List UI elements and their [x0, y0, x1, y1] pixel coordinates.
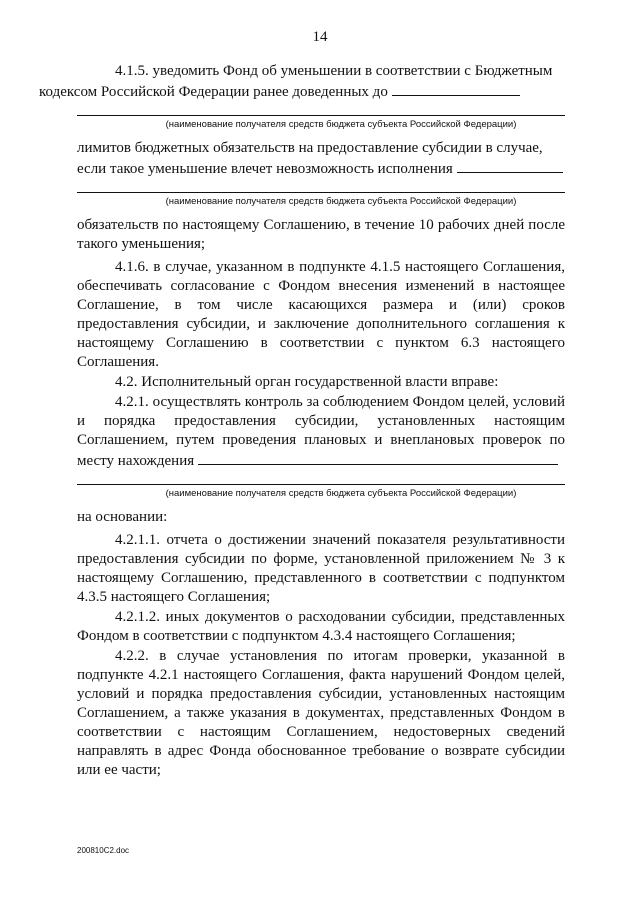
paragraph-basis: на основании: — [77, 509, 168, 525]
paragraph-4-1-6: 4.1.6. в случае, указанном в подпункте 4.1.5 настоящего Соглашения, обеспечивать согласование с Фондом внесения изменений в настоящее Соглашение, в том числе касающихся размера и (или) сроков предоставления субсидии, и заключение дополнительного соглашения к настоящему Соглашению в соответствии с пунктом 6.3 настоящего Соглашения. — [77, 259, 565, 370]
recipient-caption-3: (наименование получателя средств бюджета субъекта Российской Федерации) — [165, 488, 517, 499]
paragraph-4-2-1-1: 4.2.1.1. отчета о достижении значений показателя результативности предоставления субсидии по форме, установленной приложением № 3 к настоящему Соглашению, представленного в соответствии с подпунктом 4.3.5 настоящего Соглашения; — [77, 532, 565, 605]
paragraph-4-2-1 — [77, 393, 565, 471]
paragraph-4-1-5-line1: 4.1.5. уведомить Фонд об уменьшении в соответствии с Бюджетным — [115, 63, 553, 79]
paragraph-4-2-1-last: месту нахождения — [77, 453, 195, 469]
recipient-caption-1: (наименование получателя средств бюджета субъекта Российской Федерации) — [165, 119, 517, 130]
paragraph-4-2-2: 4.2.2. в случае установления по итогам проверки, указанной в подпункте 4.2.1 настоящего Соглашения, факта нарушений Фондом целей, условий и порядка предоставления субсидии, установленных настоящим Соглашением, а также указания в документах, представленных Фондом в соответствии с настоящим Соглашением, недостоверных сведений направлять в адрес Фонда обоснованное требование о возврате субсидии или ее части; — [77, 648, 565, 778]
paragraph-obligations: обязательств по настоящему Соглашению, в течение 10 рабочих дней после такого уменьшения; — [77, 217, 565, 252]
paragraph-limits-line1: лимитов бюджетных обязательств на предоставление субсидии в случае, — [77, 140, 543, 156]
blank-full-line — [77, 484, 565, 485]
document-body — [39, 62, 565, 781]
paragraph-4-2-1-2: 4.2.1.2. иных документов о расходовании субсидии, представленных Фондом в соответствии с подпунктом 4.3.4 настоящего Соглашения; — [77, 609, 565, 644]
page-number: 14 — [312, 29, 328, 45]
paragraph-limits — [77, 139, 565, 179]
blank-line — [198, 450, 558, 465]
blank-line — [457, 158, 563, 173]
paragraph-limits-line2: если такое уменьшение влечет невозможность исполнения — [77, 161, 453, 177]
paragraph-4-1-5 — [39, 62, 565, 102]
paragraph-4-2-1-text: 4.2.1. осуществлять контроль за соблюдением Фондом целей, условий и порядка предоставления субсидии, установленных настоящим Соглашением, путем проведения плановых и внеплановых проверок по — [77, 394, 565, 448]
recipient-caption-2: (наименование получателя средств бюджета субъекта Российской Федерации) — [165, 196, 517, 207]
blank-line — [392, 81, 520, 96]
blank-full-line — [77, 115, 565, 116]
paragraph-4-1-5-line2: кодексом Российской Федерации ранее доведенных до — [39, 84, 388, 100]
paragraph-4-2: 4.2. Исполнительный орган государственной власти вправе: — [115, 374, 499, 390]
file-name-footer: 200810C2.doc — [77, 846, 130, 855]
blank-full-line — [77, 192, 565, 193]
